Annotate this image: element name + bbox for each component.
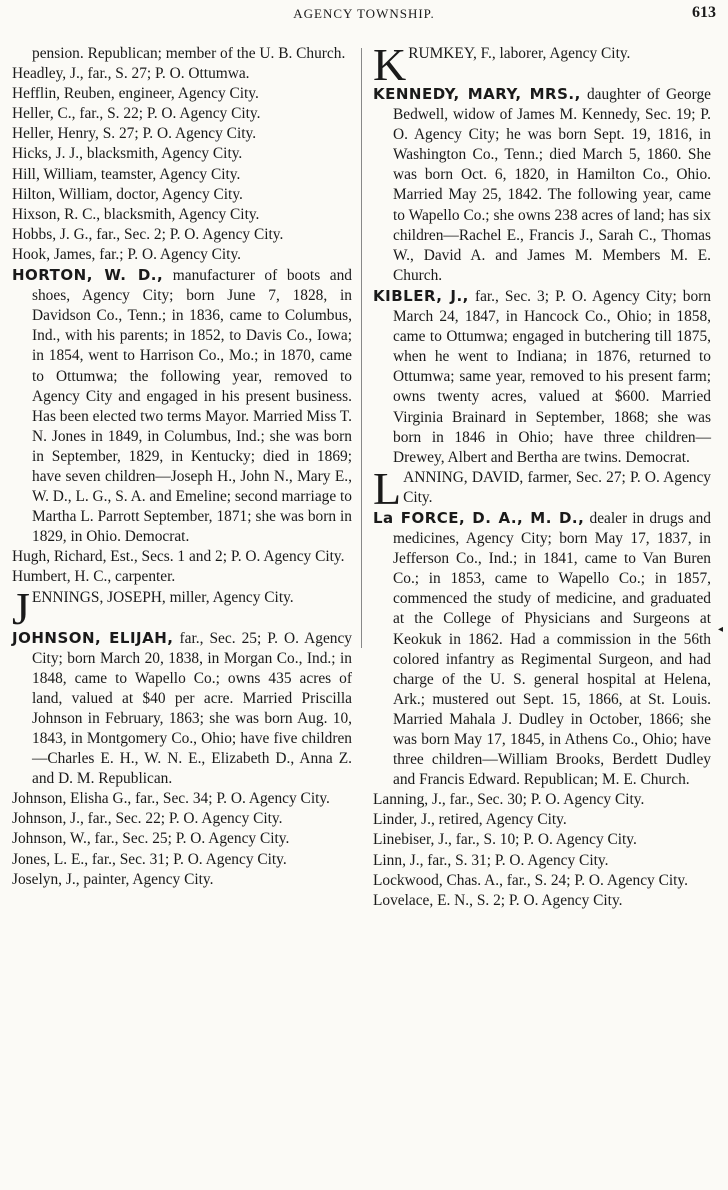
directory-entry — [12, 245, 352, 265]
entry-text: Johnson, Elisha G., far., Sec. 34; P. O. Agency City. — [12, 790, 330, 808]
directory-entry — [12, 789, 352, 809]
right-column — [373, 39, 712, 911]
directory-entry — [12, 567, 352, 587]
entry-text: Jones, L. E., far., Sec. 31; P. O. Agency City. — [12, 850, 287, 868]
entry-text: Hilton, William, doctor, Agency City. — [12, 185, 243, 203]
directory-entry — [373, 810, 711, 830]
directory-entry — [12, 850, 352, 870]
entry-text: Headley, J., far., S. 27; P. O. Ottumwa. — [12, 65, 250, 83]
directory-entry — [373, 286, 711, 468]
directory-entry — [12, 44, 352, 64]
entry-text: Lanning, J., far., Sec. 30; P. O. Agency City. — [373, 791, 645, 809]
entry-name: HORTON, W. D., — [12, 266, 164, 285]
directory-entry — [373, 830, 711, 850]
entry-text: Hook, James, far.; P. O. Agency City. — [12, 245, 241, 263]
directory-entry — [12, 205, 352, 225]
entry-text: Linn, J., far., S. 31; P. O. Agency City. — [373, 851, 609, 869]
directory-entry — [373, 39, 711, 90]
entry-text: Linder, J., retired, Agency City. — [373, 811, 567, 829]
running-head: AGENCY TOWNSHIP. — [293, 6, 435, 21]
entry-text: Johnson, W., far., Sec. 25; P. O. Agency City. — [12, 830, 290, 848]
directory-entry — [12, 870, 352, 890]
entry-text: Linebiser, J., far., S. 10; P. O. Agency City. — [373, 831, 637, 849]
directory-entry — [12, 829, 352, 849]
page-number: 613 — [692, 4, 716, 21]
entry-name: KENNEDY, MARY, MRS., — [373, 85, 581, 103]
directory-entry — [373, 508, 711, 790]
entry-text: Lockwood, Chas. A., far., S. 24; P. O. Agency City. — [373, 871, 688, 889]
entry-text: Humbert, H. C., carpenter. — [12, 568, 176, 586]
directory-entry — [12, 809, 352, 829]
directory-entry — [12, 165, 352, 185]
directory-entry — [12, 582, 352, 634]
directory-entry — [12, 64, 352, 84]
entry-text: ANNING, DAVID, farmer, Sec. 27; P. O. Agency City. — [403, 468, 711, 506]
entry-text: Lovelace, E. N., S. 2; P. O. Agency City. — [373, 891, 623, 909]
entry-text: pension. Republican; member of the U. B. Church. — [32, 45, 346, 62]
entry-text: Hixson, R. C., blacksmith, Agency City. — [12, 205, 260, 223]
drop-cap: J — [12, 582, 30, 634]
entry-text: RUMKEY, F., laborer, Agency City. — [408, 45, 631, 62]
directory-entry — [12, 547, 352, 567]
page-header — [0, 4, 728, 26]
entry-name: JOHNSON, ELIJAH, — [12, 628, 174, 647]
entry-text: Heller, C., far., S. 22; P. O. Agency City. — [12, 105, 261, 123]
directory-entry — [12, 84, 352, 104]
directory-entry — [12, 104, 352, 124]
drop-cap: L — [373, 462, 402, 514]
column-divider — [361, 48, 362, 648]
directory-entry — [12, 265, 352, 547]
entry-name: KIBLER, J., — [373, 286, 469, 305]
entry-text: dealer in drugs and medicines, Agency City; born May 17, 1837, in Jefferson Co., Ind.; in 1841, came to Van Buren Co.; in 1853, came to Wapello Co.; in 1857, commenced the study of medicine, and graduated at the College of Physicians and Surgeons at Keokuk in 1862. Had a commission in the 56th colored infantry as Regimental Surgeon, and had charge of the U. S. general hospital at Helena, Ark.; mustered out Sept. 15, 1866, at St. Louis. Married Mahala J. Dudley in October, 1866; she was born May 17, 1845, in Athens Co., Ohio; have three children—William Brooks, Berdett Dudley and Francis Edward. Republican; M. E. Church. — [393, 509, 712, 789]
entry-text: Joselyn, J., painter, Agency City. — [12, 870, 214, 888]
margin-mark: ◂ — [718, 624, 724, 635]
directory-entry — [373, 462, 711, 514]
directory-entry — [12, 628, 352, 790]
drop-cap: K — [373, 39, 407, 90]
directory-entry — [373, 84, 711, 286]
entry-text: Hugh, Richard, Est., Secs. 1 and 2; P. O. Agency City. — [12, 548, 345, 566]
entry-text: daughter of George Bedwell, widow of James M. Kennedy, Sec. 19; P. O. Agency City; he was born Sept. 19, 1816, in Washington Co., Tenn.; died March 5, 1860. She was born Oct. 6, 1820, in Hamilton Co., Ohio. Married May 25, 1842. The following year, came to Wapello Co.; she owns 238 acres of land; has six children—Rachel E., Francis J., Sarah C., Thomas W., David A. and James M. Members M. E. Church. — [393, 86, 711, 284]
directory-entry — [12, 144, 352, 164]
directory-entry — [373, 851, 711, 871]
entry-text: Johnson, J., far., Sec. 22; P. O. Agency City. — [12, 810, 283, 828]
entry-text: Hefflin, Reuben, engineer, Agency City. — [12, 85, 259, 103]
entry-text: Hobbs, J. G., far., Sec. 2; P. O. Agency City. — [12, 225, 284, 243]
directory-entry — [12, 124, 352, 144]
entry-text: far., Sec. 3; P. O. Agency City; born March 24, 1847, in Hancock Co., Ohio; in 1858, came to Ottumwa; engaged in butchering till 1875, when he went to Indiana; in 1876, returned to Ottumwa; same year, removed to his present farm; owns twenty acres, valued at $600. Married Virginia Brainard in September, 1868; she was born in 1846 in Ohio; have three children—Drewey, Albert and Bertha are twins. Democrat. — [393, 287, 711, 466]
entry-text: ENNINGS, JOSEPH, miller, Agency City. — [31, 588, 294, 606]
entry-text: far., Sec. 25; P. O. Agency City; born March 20, 1838, in Morgan Co., Ind.; in 1848, came to Wapello Co.; owns 435 acres of land, valued at $40 per acre. Married Priscilla Johnson in February, 1863; she was born Aug. 10, 1843, in Montgomery Co., Ohio; have five children—Charles E. H., W. N. E., Elizabeth D., Anna Z. and D. M. Republican. — [32, 629, 352, 788]
entry-text: Hicks, J. J., blacksmith, Agency City. — [12, 145, 243, 163]
left-column — [12, 44, 352, 890]
directory-entry — [373, 790, 711, 810]
entry-name: La FORCE, D. A., M. D., — [373, 508, 585, 527]
directory-entry — [12, 225, 352, 245]
entry-text: Heller, Henry, S. 27; P. O. Agency City. — [12, 125, 257, 143]
directory-entry — [373, 871, 711, 891]
entry-text: Hill, William, teamster, Agency City. — [12, 165, 241, 183]
directory-entry — [12, 185, 352, 205]
directory-entry — [373, 891, 711, 911]
entry-text: manufacturer of boots and shoes, Agency City; born June 7, 1828, in Davidson Co., Tenn.; in 1836, came to Columbus, Ind., with his parents; in 1852, to Davis Co., Iowa; in 1854, went to Harrison Co., Mo.; in 1870, came to Ottumwa; the following year, removed to Agency City and engaged in his present business. Has been elected two terms Mayor. Married Miss T. N. Jones in 1849, in Columbus, Ind.; she was born in September, 1829, in Kentucky; died in 1869; have seven children—Joseph H., John N., Mary E., W. D., L. G., S. A. and Emeline; second marriage to Martha L. Parrott September, 1871; she was born in 1829, in Ohio. Democrat. — [32, 267, 353, 546]
